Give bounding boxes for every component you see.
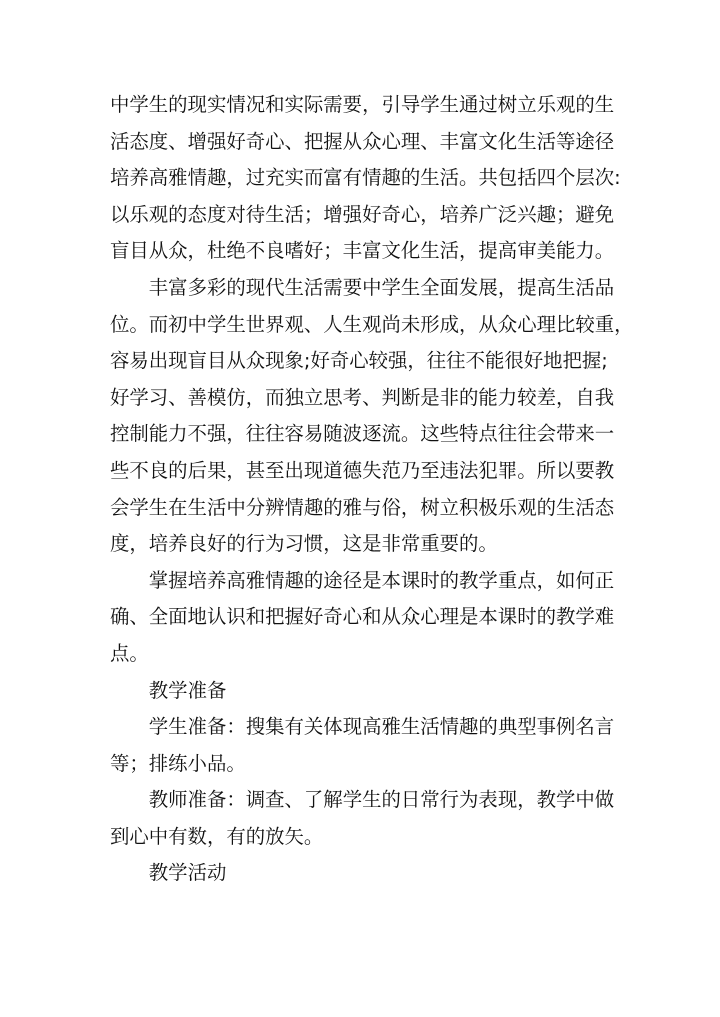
text-line: 掌握培养高雅情趣的途径是本课时的教学重点，如何正 — [148, 568, 615, 592]
text-line: 培养高雅情趣，过充实而富有情趣的生活。共包括四个层次: — [110, 166, 621, 190]
key-points-paragraph — [110, 563, 616, 673]
section-heading-activities — [110, 855, 616, 892]
text-line: 点。 — [110, 641, 149, 665]
text-line: 教师准备：调查、了解学生的日常行为表现，教学中做 — [148, 788, 615, 812]
text-line: 丰富多彩的现代生活需要中学生全面发展，提高生活品 — [148, 275, 615, 299]
text-line: 会学生在生活中分辨情趣的雅与俗，树立积极乐观的生活态 — [110, 495, 615, 519]
text-line: 些不良的后果，甚至出现道德失范乃至违法犯罪。所以要教 — [110, 458, 615, 482]
text-line: 等；排练小品。 — [110, 751, 246, 775]
text-line: 活态度、增强好奇心、把握从众心理、丰富文化生活等途径 — [110, 129, 615, 153]
teacher-preparation-paragraph — [110, 782, 616, 855]
text-line: 教学准备 — [148, 678, 227, 702]
text-line: 好学习、善模仿，而独立思考、判断是非的能力较差，自我 — [110, 385, 615, 409]
text-line: 盲目从众，杜绝不良嗜好；丰富文化生活，提高审美能力。 — [110, 239, 615, 263]
text-line: 度，培养良好的行为习惯，这是非常重要的。 — [110, 532, 498, 556]
text-line: 位。而初中学生世界观、人生观尚未形成，从众心理比较重， — [110, 312, 634, 336]
text-line: 到心中有数，有的放矢。 — [110, 824, 324, 848]
background-paragraph — [110, 270, 634, 563]
document-page — [110, 87, 634, 892]
text-line: 以乐观的态度对待生活；增强好奇心，培养广泛兴趣；避免 — [110, 202, 615, 226]
text-line: 中学生的现实情况和实际需要，引导学生通过树立乐观的生 — [110, 93, 615, 116]
text-line: 容易出现盲目从众现象;好奇心较强，往往不能很好地把握; — [110, 349, 608, 373]
text-line: 确、全面地认识和把握好奇心和从众心理是本课时的教学难 — [110, 605, 615, 629]
text-line: 学生准备：搜集有关体现高雅生活情趣的典型事例名言 — [148, 715, 615, 739]
intro-paragraph — [110, 87, 621, 270]
text-line: 控制能力不强，往往容易随波逐流。这些特点往往会带来一 — [110, 422, 615, 446]
text-line: 教学活动 — [148, 861, 227, 885]
section-heading-preparation — [110, 673, 616, 710]
student-preparation-paragraph — [110, 709, 616, 782]
